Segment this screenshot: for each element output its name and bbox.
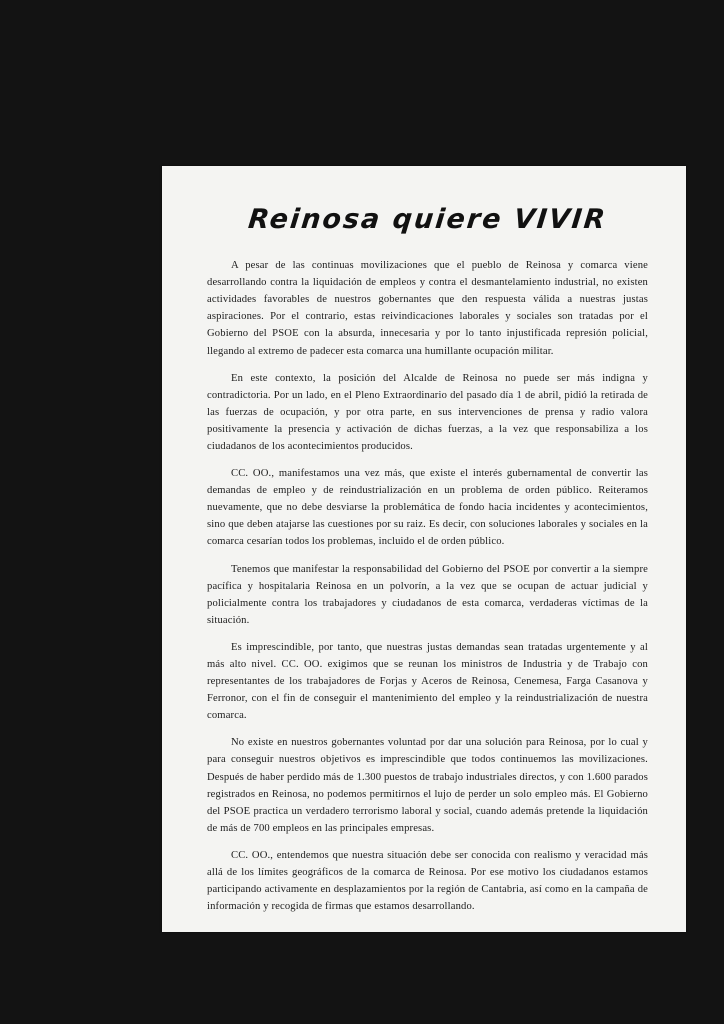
- paragraph-3: CC. OO., manifestamos una vez más, que existe el interés gubernamental de convertir las demandas de empleo y de reindustrialización en un problema de orden público. Reiteramos nuevamente, que no debe desviarse la problemática de fondo hacia incidentes y acontecimientos, sino que deben atajarse las cuestiones por su raiz. Es decir, con soluciones laborales y sociales en la comarca cesarían todos los problemas, incluido el de orden público.: [207, 468, 648, 548]
- paragraph-2: En este contexto, la posición del Alcalde de Reinosa no puede ser más indigna y contradictoria. Por un lado, en el Pleno Extraordinario del pasado día 1 de abril, pidió la retirada de las fuerzas de ocupación, y por otra parte, en sus intervenciones de prensa y radio valora positivamente la presencia y activación de dichas fuerzas, a la vez que responsabiliza a los ciudadanos de los acontecimientos producidos.: [207, 372, 648, 452]
- paragraph-1: A pesar de las continuas movilizaciones que el pueblo de Reinosa y comarca viene desarrollando contra la liquidación de empleos y contra el desmantelamiento industrial, no existen actividades favorables de nuestros gobernantes que den respuesta válida a nuestras justas aspiraciones. Por el contrario, estas reivindicaciones laborales y sociales son tratadas por el Gobierno del PSOE con la absurda, innecesaria y por lo tanto injustificada represión policial, llegando al extremo de padecer esta comarca una humillante ocupación militar.: [207, 260, 648, 357]
- paragraph-4: Tenemos que manifestar la responsabilidad del Gobierno del PSOE por convertir a la siempre pacífica y hospitalaria Reinosa en un polvorín, a la vez que se ocupan de actuar judicial y policialmente contra los trabajadores y ciudadanos de esta comarca, verdaderas víctimas de la situación.: [207, 563, 648, 626]
- paragraph-5: Es imprescindible, por tanto, que nuestras justas demandas sean tratadas urgentemente y al más alto nivel. CC. OO. exigimos que se reunan los ministros de Industria y de Trabajo con representantes de los trabajadores de Forjas y Aceros de Reinosa, Cenemesa, Farga Casanova y Ferronor, con el fin de conseguir el mantenimiento del empleo y la reindustrialización de nuestra comarca.: [207, 641, 648, 722]
- document-page: [162, 166, 686, 932]
- document-title: Reinosa quiere VIVIR: [246, 204, 609, 235]
- paragraph-7: CC. OO., entendemos que nuestra situación debe ser conocida con realismo y veracidad más allá de los límites geográficos de la comarca de Reinosa. Por ese motivo los ciudadanos estamos participando activamente en desplazamientos por la región de Cantabria, así como en la campaña de información y recogida de firmas que estamos desarrollando.: [207, 849, 648, 913]
- paragraph-6: No existe en nuestros gobernantes voluntad por dar una solución para Reinosa, por lo cual y para conseguir nuestros objetivos es imprescindible que todos continuemos las movilizaciones. Después de haber perdido más de 1.300 puestos de trabajo industriales directos, y con 1.600 parados registrados en Reinosa, no podemos permitirnos el lujo de perder un solo empleo más. El Gobierno del PSOE practica un verdadero terrorismo laboral y social, cuando además pretende la liquidación de más de 700 empleos en las principales empresas.: [207, 737, 648, 834]
